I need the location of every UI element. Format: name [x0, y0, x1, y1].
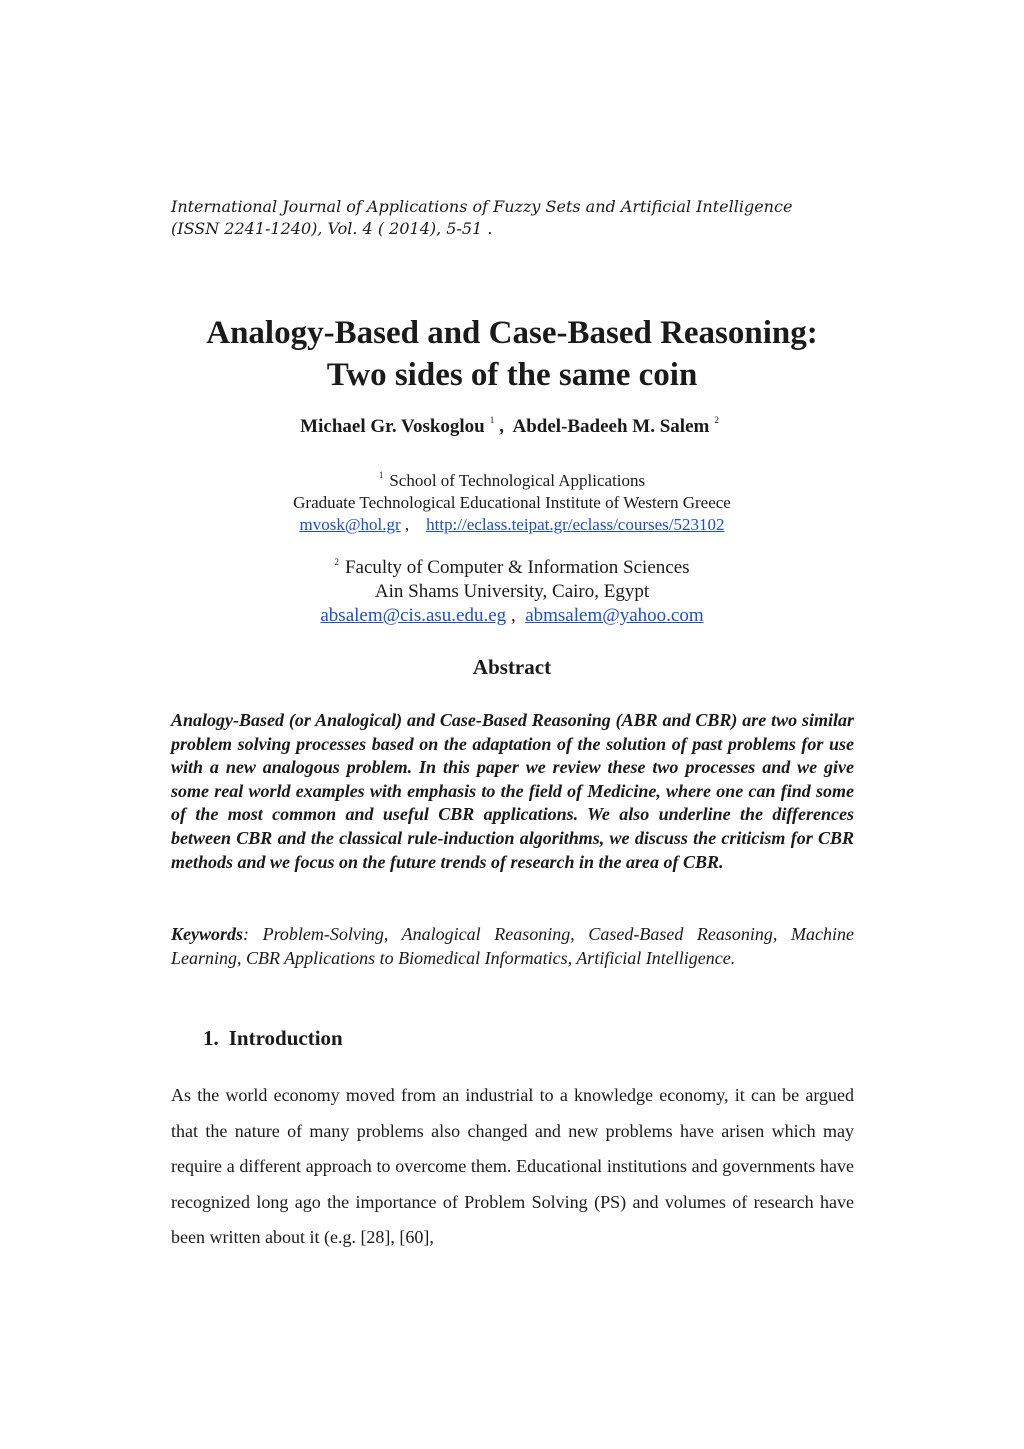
author-separator: ,	[499, 416, 505, 437]
affiliation-1-separator: ,	[400, 515, 410, 534]
title-line-1: Analogy-Based and Case-Based Reasoning:	[206, 315, 818, 351]
author-2: Abdel-Badeeh M. Salem	[512, 416, 710, 437]
affiliation-2-university: Ain Shams University, Cairo, Egypt	[374, 581, 650, 602]
journal-header	[171, 196, 861, 240]
affiliation-2-email-link-1[interactable]: absalem@cis.asu.edu.eg	[320, 605, 507, 626]
affiliation-2-mark: 2	[334, 557, 339, 567]
author-1-mark: 1	[489, 415, 495, 425]
affiliation-2-separator: ,	[506, 605, 516, 626]
author-2-mark: 2	[714, 415, 719, 425]
keywords-text: : Problem-Solving, Analogical Reasoning, Cased-Based Reasoning, Machine Learning, CBR Applications to Biomedical Informatics, Artificial Intelligence.	[171, 924, 854, 968]
introduction-paragraph: As the world economy moved from an industrial to a knowledge economy, it can be argued that the nature of many problems also changed and new problems have arisen which may require a different approach to overcome them. Educational institutions and governments have recognized long ago the importance of Problem Solving (PS) and volumes of research have been written about it (e.g. [28], [60],	[171, 1085, 854, 1248]
author-1: Michael Gr. Voskoglou	[300, 416, 485, 437]
author-list	[0, 415, 1024, 438]
title-line-2: Two sides of the same coin	[326, 357, 698, 393]
journal-name: International Journal of Applications of Fuzzy Sets and Artificial Intelligence	[171, 197, 793, 216]
affiliation-1-email-link[interactable]: mvosk@hol.gr	[299, 515, 401, 534]
paper-title	[0, 312, 1024, 396]
affiliation-2	[0, 550, 1024, 628]
affiliation-1-school: School of Technological Applications	[389, 471, 646, 490]
section-number: 1.	[203, 1026, 219, 1050]
affiliation-2-email-link-2[interactable]: abmsalem@yahoo.com	[525, 605, 704, 626]
section-title: Introduction	[228, 1026, 343, 1050]
affiliation-1-mark: 1	[378, 470, 384, 480]
affiliation-1	[0, 464, 1024, 536]
keywords-label: Keywords	[171, 924, 243, 944]
abstract-text: Analogy-Based (or Analogical) and Case-Based Reasoning (ABR and CBR) are two similar problem solving processes based on the adaptation of the solution of past problems for use with a new analogous problem. In this paper we review these two processes and we give some real world examples with emphasis to the field of Medicine, where one can find some of the most common and useful CBR applications. We also underline the differences between CBR and the classical rule-induction algorithms, we discuss the criticism for CBR methods and we focus on the future trends of research in the area of CBR.	[171, 710, 854, 872]
affiliation-2-faculty: Faculty of Computer & Information Sciences	[344, 557, 690, 578]
journal-issue: (ISSN 2241-1240), Vol. 4 ( 2014), 5-51 .	[171, 219, 493, 238]
keywords-paragraph	[171, 923, 854, 970]
abstract-heading: Abstract	[472, 655, 552, 679]
section-heading	[203, 1026, 343, 1051]
affiliation-1-institute: Graduate Technological Educational Institute of Western Greece	[293, 493, 731, 512]
affiliation-1-url-link[interactable]: http://eclass.teipat.gr/eclass/courses/523102	[426, 515, 725, 534]
